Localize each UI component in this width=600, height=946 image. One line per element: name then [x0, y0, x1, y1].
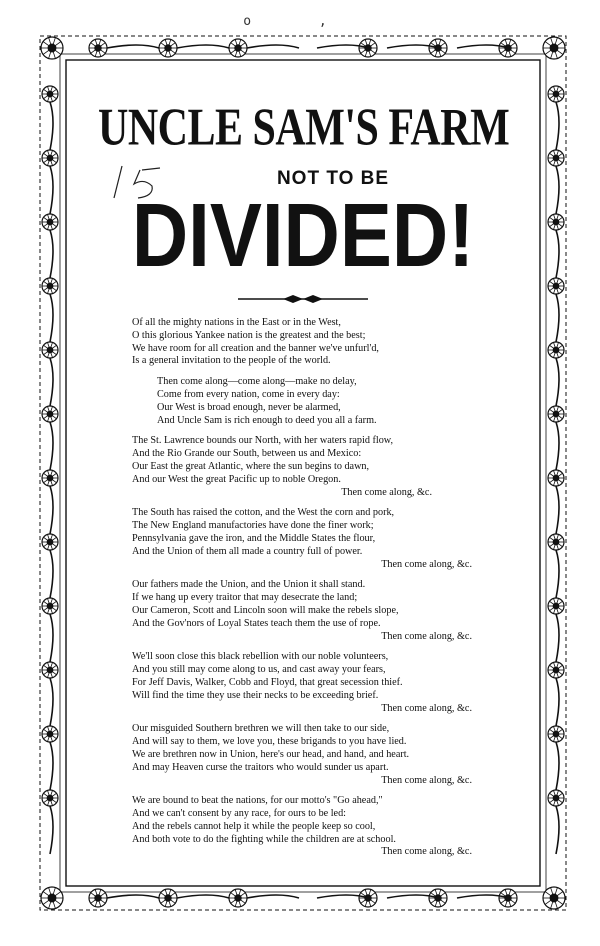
lyric-line: And may Heaven curse the traitors who would sunder us apart. [132, 761, 389, 773]
refrain-line: Then come along, &c. [381, 558, 472, 570]
lyric-line: If we hang up every traitor that may desecrate the land; [132, 592, 358, 604]
vine-scroll [50, 806, 53, 854]
vine-scroll [556, 742, 559, 790]
vine-scroll [50, 294, 53, 342]
vine-scroll [50, 678, 53, 726]
lyric-line: Our Cameron, Scott and Lincoln soon will make the rebels slope, [132, 604, 399, 616]
rosette-ornament [42, 726, 58, 742]
rosette-ornament [42, 470, 58, 486]
verse [132, 795, 512, 859]
rosette-ornament [42, 214, 58, 230]
vine-scroll [556, 678, 559, 726]
rosette-ornament [548, 150, 564, 166]
song-lyrics [132, 317, 512, 867]
vine-scroll [50, 486, 53, 534]
lyric-line: The New England manufactories have done the finer work; [132, 520, 374, 532]
refrain-line: Then come along, &c. [381, 846, 472, 858]
lyric-line: Our East the great Atlantic, where the sun begins to dawn, [132, 460, 370, 472]
rosette-ornament [42, 342, 58, 358]
rosette-ornament [41, 887, 63, 909]
lyric-line: We'll soon close this black rebellion with our noble volunteers, [132, 651, 389, 663]
ornamental-rule [238, 294, 368, 304]
rosette-ornament [548, 790, 564, 806]
vine-scroll [247, 45, 299, 48]
rosette-ornament [42, 662, 58, 678]
lyric-line: And both vote to do the fighting while the children are at school. [132, 833, 396, 845]
rosette-ornament [548, 726, 564, 742]
top-mark: o , [243, 14, 357, 29]
rosette-ornament [548, 470, 564, 486]
rosette-ornament [159, 39, 177, 57]
verse [132, 579, 512, 643]
rosette-ornament [42, 406, 58, 422]
rosette-ornament [42, 534, 58, 550]
rosette-ornament [229, 39, 247, 57]
lyric-line: O this glorious Yankee nation is the greatest and the best; [132, 329, 366, 341]
poster-content [98, 92, 510, 858]
lyric-line: And will say to them, we love you, these brigands to you have lied. [132, 736, 407, 748]
lyric-line: We are bound to beat the nations, for our motto's "Go ahead," [132, 795, 383, 807]
rosette-ornament [543, 887, 565, 909]
lyric-line: Then come along—come along—make no delay, [157, 376, 357, 388]
vine-scroll [107, 895, 159, 898]
lyric-line: And the rebels cannot help it while the people keep so cool, [132, 820, 376, 832]
rosette-ornament [548, 342, 564, 358]
rosette-ornament [548, 278, 564, 294]
verse [132, 651, 512, 715]
vine-scroll [50, 166, 53, 214]
vine-scroll [50, 230, 53, 278]
vine-scroll [50, 102, 53, 150]
rosette-ornament [548, 598, 564, 614]
rosette-ornament [42, 790, 58, 806]
rosette-ornament [42, 150, 58, 166]
lyric-line: Will find the time they use their necks to be exceeding brief. [132, 689, 379, 701]
headline-divided: DIVIDED! [131, 184, 475, 286]
verse [132, 435, 512, 499]
lyric-line: The South has raised the cotton, and the West the corn and pork, [132, 507, 395, 519]
rosette-ornament [548, 534, 564, 550]
vine-scroll [556, 294, 559, 342]
lyric-line: And our West the great Pacific up to noble Oregon. [132, 473, 341, 485]
rosette-ornament [89, 39, 107, 57]
rosette-ornament [548, 214, 564, 230]
lyric-line: Our fathers made the Union, and the Union it shall stand. [132, 579, 366, 591]
lyric-line: For Jeff Davis, Walker, Cobb and Floyd, that great secession thief. [132, 676, 403, 688]
decorative-border-frame [38, 34, 568, 912]
lyric-line: And the Rio Grande our South, between us and Mexico: [132, 448, 362, 460]
rosette-ornament [548, 662, 564, 678]
vine-scroll [50, 422, 53, 470]
refrain-line: Then come along, &c. [381, 630, 472, 642]
vine-scroll [556, 422, 559, 470]
vine-scroll [556, 358, 559, 406]
vine-scroll [556, 806, 559, 854]
verse [132, 507, 512, 571]
vine-scroll [50, 550, 53, 598]
verse [132, 723, 512, 787]
rosette-ornament [42, 278, 58, 294]
vine-scroll [556, 102, 559, 150]
lyric-line: Our misguided Southern brethren we will then take to our side, [132, 723, 390, 735]
lyric-line: Come from every nation, come in every day: [157, 388, 340, 400]
rosette-ornament [543, 37, 565, 59]
refrain-line: Then come along, &c. [341, 486, 432, 498]
vine-scroll [50, 358, 53, 406]
refrain-line: Then come along, &c. [381, 702, 472, 714]
vine-scroll [556, 550, 559, 598]
verse [132, 317, 512, 368]
refrain-line: Then come along, &c. [381, 774, 472, 786]
lyric-line: We have room for all creation and the banner we've unfurl'd, [132, 342, 379, 354]
lyric-line: Pennsylvania gave the iron, and the Middle States the flour, [132, 532, 376, 544]
vine-scroll [556, 614, 559, 662]
rosette-ornament [41, 37, 63, 59]
lyric-line: Our West is broad enough, never be alarmed, [157, 401, 341, 413]
lyric-line: We are brethren now in Union, here's our head, and hand, and heart. [132, 748, 410, 760]
vine-scroll [107, 45, 159, 48]
lyric-line: The St. Lawrence bounds our North, with her waters rapid flow, [132, 435, 394, 447]
vine-scroll [556, 486, 559, 534]
rosette-ornament [548, 86, 564, 102]
lyric-line: And the Gov'nors of Loyal States teach them the use of rope. [132, 617, 381, 629]
headline-uncle-sams-farm: UNCLE SAM'S FARM [98, 99, 510, 157]
lyric-line: Is a general invitation to the people of the world. [132, 355, 331, 367]
chorus [132, 376, 512, 427]
rosette-ornament [42, 598, 58, 614]
rosette-ornament [229, 889, 247, 907]
lyric-line: And the Union of them all made a country full of power. [132, 545, 363, 557]
rosette-ornament [159, 889, 177, 907]
lyric-line: And you still may come along to us, and cast away your fears, [132, 664, 386, 676]
vine-scroll [556, 230, 559, 278]
vine-scroll [177, 45, 229, 48]
vine-scroll [50, 742, 53, 790]
rosette-ornament [89, 889, 107, 907]
headline-not-to-be: NOT TO BE [276, 168, 390, 189]
lyric-line: Of all the mighty nations in the East or in the West, [132, 317, 341, 328]
rosette-ornament [42, 86, 58, 102]
lyric-line: And Uncle Sam is rich enough to deed you all a farm. [157, 414, 377, 426]
vine-scroll [50, 614, 53, 662]
lyric-line: And we can't consent by any race, for ours to be led: [132, 808, 347, 820]
vine-scroll [247, 895, 299, 898]
rosette-ornament [548, 406, 564, 422]
vine-scroll [177, 895, 229, 898]
